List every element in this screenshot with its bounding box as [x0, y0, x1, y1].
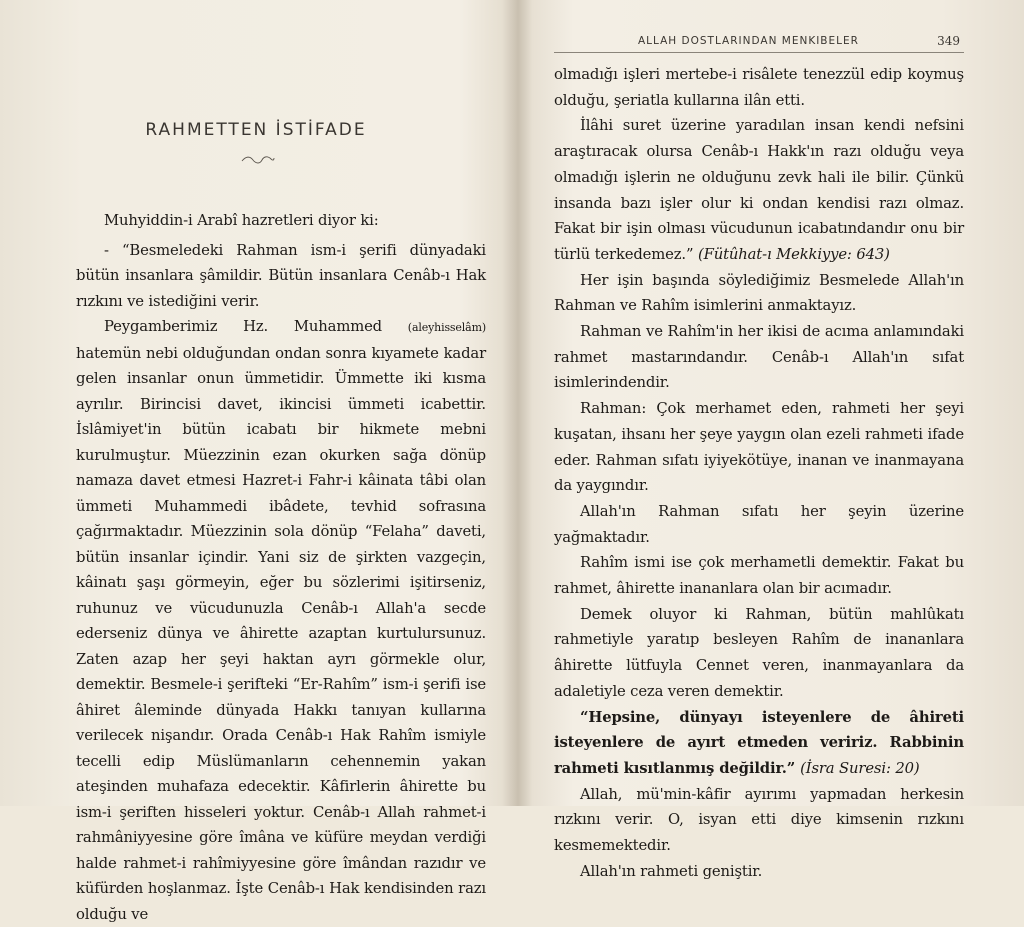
running-title: ALLAH DOSTLARINDAN MENKIBELER [638, 35, 859, 47]
page-number: 349 [937, 34, 960, 48]
left-body-text [76, 208, 486, 927]
paragraph [76, 314, 486, 927]
text-run: Peygamberimiz Hz. Muhammed [104, 318, 408, 335]
citation: (Fütûhat-ı Mekkiyye: 643) [697, 245, 890, 263]
citation: (İsra Suresi: 20) [800, 759, 920, 777]
text-run: İlâhi suret üzerine yaradılan insan kendi nefsini araştıracak olursa Cenâb-ı Hakk'ın razı olduğu veya olmadığı işlerin ne olduğunu zevk hali ile bilir. Çünkü insanda bazı işler olur ki ondan kendisi razı olmaz. Fakat bir işin olması vücudunun icabatındandır onu bir türlü terkedemez.” [554, 117, 964, 263]
paragraph: Allah, mü'min-kâfir ayırımı yapmadan herkesin rızkını verir. O, isyan etti diye kimsenin rızkını kesmemektedir. [554, 785, 964, 855]
paragraph: Muhyiddin-i Arabî hazretleri diyor ki: [104, 212, 379, 229]
quote-text: “Hepsine, dünyayı isteyenlere de âhireti isteyenlere de ayırt etmeden veririz. Rabbinin rahmeti kısıtlanmış değildir.” [554, 708, 964, 777]
paragraph: Allah'ın rahmeti geniştir. [580, 862, 763, 880]
paragraph: Demek oluyor ki Rahman, bütün mahlûkatı rahmetiyle yaratıp besleyen Rahîm de inananlara âhirette lütfuyla Cennet veren, inanmayanlara da adaletiyle ceza veren demektir. [554, 605, 964, 700]
paragraph: olmadığı işleri mertebe-i risâlete tenezzül edip koymuş olduğu, şeriatla kullarına ilân etti. [554, 66, 964, 109]
running-header [554, 34, 964, 53]
paragraph: Rahîm ismi ise çok merhametli demektir. Fakat bu rahmet, âhirette inananlara olan bir acımadır. [554, 554, 964, 598]
text-run: hatemün nebi olduğundan ondan sonra kıyamete kadar gelen insanlar onun ümmetidir. Ümmette iki kısma ayrılır. Birincisi davet, ikincisi ümmeti icabettir. İslâmiyet'in bütün icabatı bir hikmete mebni kurulmuştur. Müezzinin ezan okurken sağa dönüp namaza davet etmesi Hazret-i Fahr-i kâinata tâbi olan ümmeti Muhammedi ibâdete, tevhid sofrasına çağırmaktadır. Müezzinin sola dönüp “Felaha” daveti, bütün insanlar içindir. Yani siz de şirkten vazgeçin, kâinatı şaşı görmeyin, eğer bu sözlerimi işitirseniz, ruhunuz ve vücudunuzla Cenâb-ı Allah'a secde ederseniz dünya ve âhirette azaptan kurtulursunuz. Zaten azap her şeyi haktan ayrı görmekle olur, demektir. Besmele-i şerifteki “Er-Rahîm” ism-i şerifi ise âhiret âleminde dünyada Hakkı tanıyan kullarına verilecek nişandır. Orada Cenâb-ı Hak Rahîm ismiyle tecelli edip Müslümanların cehennemin yakan ateşinden muhafaza edecektir. Kâfirlerin âhirette bu ism-i şeriften hisseleri yoktur. Cenâb-ı Allah rahmet-i rahmâniyyesine göre îmâna ve küfüre meydan verdiği halde rahmet-i rahîmiyyesine göre îmândan razıdır ve küfürden hoşlanmaz. İşte Cenâb-ı Hak kendisinden razı olduğu ve [76, 344, 486, 923]
paragraph: Rahman ve Rahîm'in her ikisi de acıma anlamındaki rahmet mastarındandır. Cenâb-ı Allah'ın sıfat isimlerindendir. [554, 323, 964, 392]
chapter-title: RAHMETTEN İSTİFADE [145, 120, 367, 140]
swash-ornament-icon [240, 154, 276, 166]
paragraph: Rahman: Çok merhamet eden, rahmeti her şeyi kuşatan, ihsanı her şeye yaygın olan ezeli rahmeti ifade eder. Rahman sıfatı iyiyekötüye, inanan ve inanmayana da yaygındır. [554, 400, 964, 495]
paragraph: Allah'ın Rahman sıfatı her şeyin üzerine yağmaktadır. [554, 502, 964, 546]
paragraph [554, 705, 964, 782]
paragraph: - “Besmeledeki Rahman ism-i şerifi dünyadaki bütün insanlara şâmildir. Bütün insanlara Cenâb-ı Hak rızkını ve istediğini verir. [76, 241, 486, 310]
paragraph [554, 113, 964, 267]
left-page [0, 0, 512, 923]
paragraph: Her işin başında söylediğimiz Besmelede Allah'ın Rahman ve Rahîm isimlerini anmaktayız. [554, 271, 964, 315]
honorific-text: (aleyhisselâm) [407, 321, 486, 334]
right-body-text [554, 62, 964, 885]
